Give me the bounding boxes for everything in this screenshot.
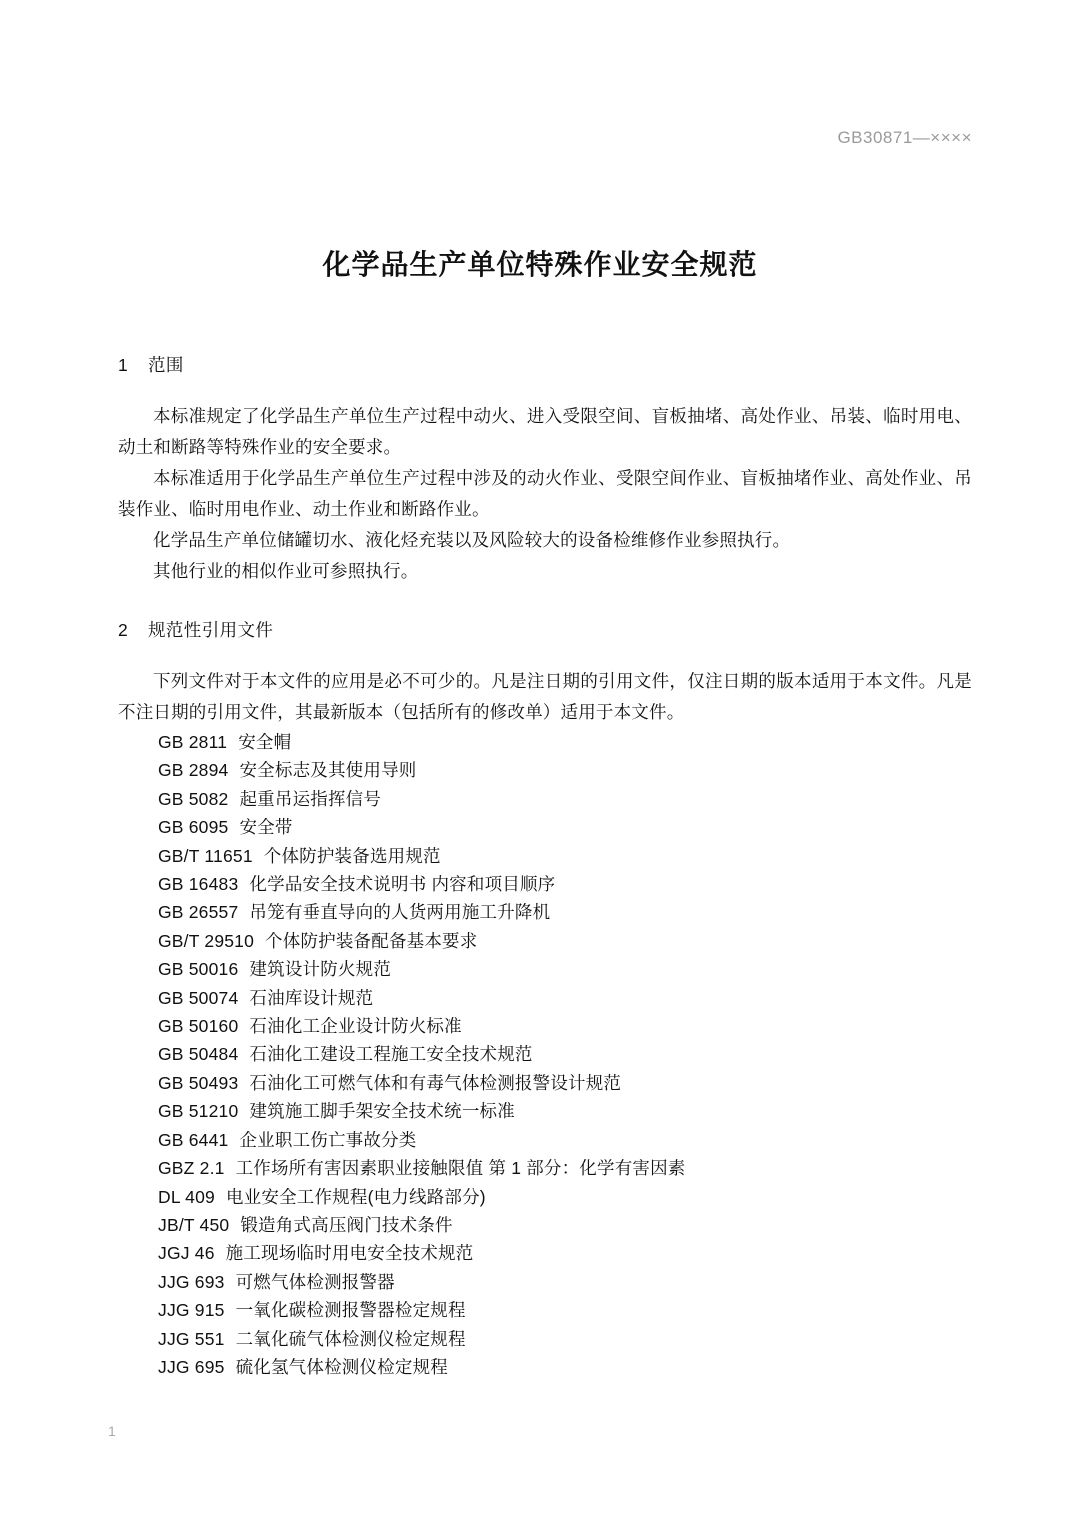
section-number-2: 2 [118,620,129,640]
page-title: 化学品生产单位特殊作业安全规范 [322,249,758,280]
list-item [118,927,972,955]
list-item [118,1325,972,1353]
reference-name: 石油化工建设工程施工安全技术规范 [249,1044,533,1065]
reference-name: 起重吊运指挥信号 [239,788,382,809]
reference-name: 安全带 [239,817,293,838]
reference-name: 施工现场临时用电安全技术规范 [225,1243,474,1264]
list-item [118,1097,972,1125]
list-item [118,1183,972,1211]
reference-code: GB 50160 [158,1016,239,1037]
list-item [118,756,972,784]
reference-name: 吊笼有垂直导向的人货两用施工升降机 [249,902,551,923]
reference-name: 硫化氢气体检测仪检定规程 [235,1356,448,1377]
paragraph-1-1: 本标准规定了化学品生产单位生产过程中动火、进入受限空间、盲板抽堵、高处作业、吊装、临时用电、动土和断路等特殊作业的安全要求。 [118,406,972,457]
section-heading-1 [118,352,972,377]
paragraph-1-4: 其他行业的相似作业可参照执行。 [153,561,419,581]
reference-code: JJG 915 [158,1300,225,1321]
reference-code: GB 50016 [158,959,239,980]
reference-code: GB 26557 [158,902,239,923]
reference-name: 安全标志及其使用导则 [239,760,417,781]
reference-code: GB 2894 [158,760,229,781]
reference-name: 石油化工企业设计防火标准 [249,1016,462,1037]
reference-code: GB 51210 [158,1101,239,1122]
reference-code: GB 50074 [158,987,239,1008]
document-body [118,352,972,1381]
paragraph-1-3: 化学品生产单位储罐切水、液化烃充装以及风险较大的设备检维修作业参照执行。 [153,530,791,550]
list-item [118,813,972,841]
reference-name: 个体防护装备配备基本要求 [265,930,478,951]
list-item [118,1040,972,1068]
reference-name: 石油化工可燃气体和有毒气体检测报警设计规范 [249,1072,622,1093]
list-item [118,898,972,926]
list-item [118,984,972,1012]
reference-code: GB/T 29510 [158,930,255,951]
section-heading-2 [118,617,972,642]
list-item [118,1239,972,1267]
paragraph-1-2: 本标准适用于化学品生产单位生产过程中涉及的动火作业、受限空间作业、盲板抽堵作业、高处作业、吊装作业、临时用电作业、动土作业和断路作业。 [118,468,972,519]
reference-name: 建筑设计防火规范 [249,959,392,980]
section-title-2: 规范性引用文件 [148,620,274,640]
reference-code: JJG 693 [158,1271,225,1292]
list-item [118,1154,972,1182]
reference-name: 一氧化碳检测报警器检定规程 [235,1300,466,1321]
reference-code: GB 6095 [158,817,229,838]
list-item [118,1353,972,1381]
reference-name: 安全帽 [238,732,292,752]
reference-code: JGJ 46 [158,1243,215,1264]
reference-code: GB 5082 [158,788,229,809]
reference-name: 二氧化硫气体检测仪检定规程 [235,1328,466,1349]
reference-code: GB 6441 [158,1129,229,1150]
reference-name: 锻造角式高压阀门技术条件 [240,1214,453,1235]
reference-name: 化学品安全技术说明书 内容和项目顺序 [249,874,556,895]
list-item [118,1211,972,1239]
list-item [118,1012,972,1040]
standard-number-header: GB30871—×××× [837,128,972,147]
normative-references-list [118,728,972,1381]
reference-code: GB/T 11651 [158,845,253,866]
list-item [118,1268,972,1296]
reference-code: DL 409 [158,1186,215,1207]
paragraph-2-1: 下列文件对于本文件的应用是必不可少的。凡是注日期的引用文件，仅注日期的版本适用于本文件。凡是不注日期的引用文件，其最新版本（包括所有的修改单）适用于本文件。 [118,671,972,722]
reference-name: 工作场所有害因素职业接触限值 第 1 部分：化学有害因素 [235,1158,686,1179]
reference-code: GB 2811 [158,732,228,752]
reference-name: 个体防护装备选用规范 [263,845,441,866]
reference-name: 石油库设计规范 [249,987,374,1008]
page-number: 1 [108,1423,116,1439]
reference-name: 企业职工伤亡事故分类 [239,1129,417,1150]
reference-code: JB/T 450 [158,1214,230,1235]
reference-code: GBZ 2.1 [158,1158,225,1179]
reference-name: 电业安全工作规程(电力线路部分) [225,1186,486,1207]
list-item [118,1069,972,1097]
reference-code: GB 16483 [158,874,239,895]
section-title-1: 范围 [148,355,184,375]
list-item [118,785,972,813]
list-item [118,728,972,756]
list-item [118,1126,972,1154]
reference-name: 建筑施工脚手架安全技术统一标准 [249,1101,515,1122]
list-item [118,955,972,983]
section-number-1: 1 [118,355,129,375]
reference-code: GB 50493 [158,1072,239,1093]
reference-code: GB 50484 [158,1044,239,1065]
list-item [118,870,972,898]
reference-code: JJG 695 [158,1356,225,1377]
list-item [118,842,972,870]
reference-code: JJG 551 [158,1328,225,1349]
reference-name: 可燃气体检测报警器 [235,1271,395,1292]
list-item [118,1296,972,1324]
